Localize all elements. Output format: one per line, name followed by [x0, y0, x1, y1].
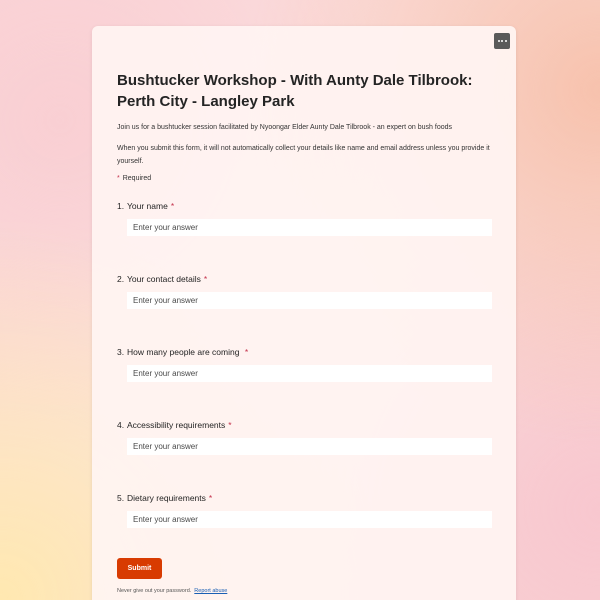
- name-input[interactable]: [127, 219, 492, 236]
- question-text: Accessibility requirements: [127, 420, 226, 430]
- question-contact: [117, 274, 492, 284]
- question-label: [117, 493, 492, 503]
- more-options-button[interactable]: [494, 33, 510, 49]
- footer-text: Never give out your password.: [117, 588, 192, 594]
- required-marker: *: [228, 420, 232, 430]
- dietary-input[interactable]: [127, 511, 492, 528]
- report-abuse-link[interactable]: Report abuse: [194, 588, 228, 594]
- form-card: [92, 26, 516, 600]
- question-label: [117, 347, 492, 357]
- required-legend: [117, 175, 151, 182]
- more-icon-dot: [505, 40, 507, 42]
- privacy-notice: When you submit this form, it will not automatically collect your details like name and email address unless you provide it yourself.: [117, 145, 490, 165]
- question-number: 5.: [117, 493, 125, 503]
- required-marker: *: [208, 493, 213, 503]
- question-dietary: [117, 493, 492, 503]
- required-label: Required: [122, 175, 152, 182]
- people-count-input[interactable]: [127, 365, 492, 382]
- required-marker: *: [170, 201, 175, 211]
- question-number: 4.: [117, 420, 125, 430]
- question-number: 3.: [117, 347, 125, 357]
- required-marker: *: [203, 274, 208, 284]
- question-number: 2.: [117, 274, 125, 284]
- form-footer: [117, 588, 227, 594]
- accessibility-input[interactable]: [127, 438, 492, 455]
- question-text: How many people are coming: [127, 347, 242, 357]
- form-description: Join us for a bushtucker session facilitated by Nyoongar Elder Aunty Dale Tilbrook - an expert on bush foods: [117, 124, 453, 131]
- form-title: Bushtucker Workshop - With Aunty Dale Tilbrook: Perth City - Langley Park: [117, 72, 473, 110]
- question-text: Dietary requirements: [127, 493, 206, 503]
- question-label: [117, 274, 492, 284]
- question-people-count: [117, 347, 492, 357]
- question-name: [117, 201, 492, 211]
- contact-details-input[interactable]: [127, 292, 492, 309]
- more-horizontal-icon: [498, 40, 500, 42]
- question-accessibility: [117, 420, 492, 430]
- required-marker: *: [244, 347, 249, 357]
- more-icon-dot: [501, 40, 503, 42]
- question-text: Your contact details: [127, 274, 201, 284]
- question-label: [117, 420, 492, 430]
- required-marker: *: [117, 175, 120, 182]
- question-text: Your name: [127, 201, 168, 211]
- question-number: 1.: [117, 201, 125, 211]
- question-label: [117, 201, 492, 211]
- submit-button[interactable]: Submit: [117, 558, 162, 579]
